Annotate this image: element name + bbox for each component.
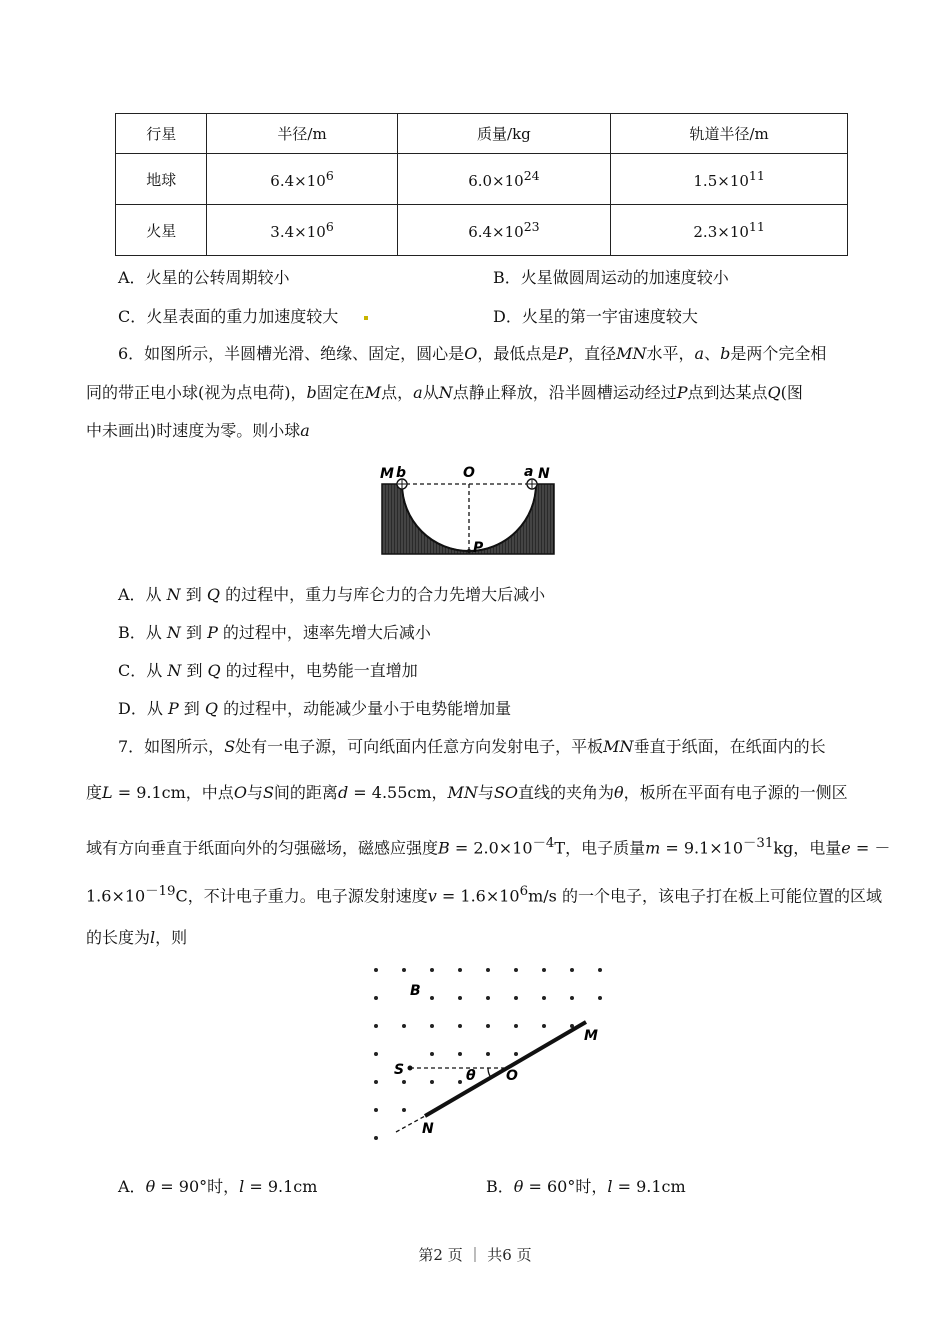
field-dot <box>486 1024 490 1028</box>
field-dot <box>402 1080 406 1084</box>
field-dot <box>374 1136 378 1140</box>
table-row <box>116 205 848 256</box>
field-dot <box>374 1108 378 1112</box>
field-dot <box>542 996 546 1000</box>
label-m: M <box>380 466 394 482</box>
table-header-row <box>116 114 848 154</box>
field-dot <box>430 1052 434 1056</box>
label-m: M <box>584 1028 598 1044</box>
field-dots <box>374 968 602 1140</box>
q5-option-b: B．火星做圆周运动的加速度较小 <box>493 268 729 287</box>
planet-table <box>115 113 848 256</box>
q7-line-2: 度L = 9.1cm，中点O与S间的距离d = 4.55cm，MN与SO直线的夹角为θ，板所在平面有电子源的一侧区 <box>86 783 848 802</box>
dot-mark <box>364 316 368 320</box>
field-dot <box>514 1052 518 1056</box>
field-dot <box>374 996 378 1000</box>
field-dot <box>458 996 462 1000</box>
field-dot <box>458 1080 462 1084</box>
field-dot <box>402 1024 406 1028</box>
label-o: O <box>506 1068 518 1084</box>
q6-line-2: 同的带正电小球(视为点电荷)，b固定在M点，a从N点静止释放，沿半圆槽运动经过P点到达某点Q(图 <box>86 383 803 402</box>
planet-name: 地球 <box>116 154 207 205</box>
field-dot <box>598 996 602 1000</box>
page-footer: 第2 页 ｜ 共6 页 <box>418 1246 532 1264</box>
label-o: O <box>463 465 475 481</box>
field-dot <box>458 1052 462 1056</box>
field-dot <box>402 968 406 972</box>
q5-option-d: D．火星的第一宇宙速度较大 <box>493 307 698 326</box>
q6-line-1: 6．如图所示，半圆槽光滑、绝缘、固定，圆心是O，最低点是P，直径MN水平，a、b是两个完全相 <box>118 344 827 363</box>
table-row <box>116 154 848 205</box>
header-cell: 轨道半径/m <box>611 114 848 154</box>
radius-cell: $3.4\times 10^6$ <box>207 205 397 256</box>
field-dot <box>570 996 574 1000</box>
source-s <box>408 1066 413 1071</box>
label-p: P <box>473 540 484 556</box>
field-dot <box>486 968 490 972</box>
field-dot <box>514 1024 518 1028</box>
q5-option-a: A．火星的公转周期较小 <box>118 268 290 287</box>
angle-arc <box>488 1068 490 1076</box>
q7-line-1: 7．如图所示，S处有一电子源，可向纸面内任意方向发射电子，平板MN垂直于纸面，在纸面内的长 <box>118 737 826 756</box>
label-s: S <box>394 1062 405 1078</box>
q6-option-d: D．从 P 到 Q 的过程中，动能减少量小于电势能增加量 <box>118 699 512 718</box>
trough-body <box>382 484 554 554</box>
q7-line-5: 的长度为l，则 <box>86 928 188 947</box>
q6-line-3: 中未画出)时速度为零。则小球a <box>86 421 310 440</box>
field-dot <box>514 996 518 1000</box>
orbit-cell: $1.5\times 10^{11}$ <box>611 154 848 205</box>
q7-option-b: B．θ = 60°时，l = 9.1cm <box>486 1177 686 1196</box>
field-dot <box>570 968 574 972</box>
q6-option-c: C．从 N 到 Q 的过程中，电势能一直增加 <box>118 661 418 680</box>
planet-name: 火星 <box>116 205 207 256</box>
q5-option-c: C．火星表面的重力加速度较大 <box>118 307 339 326</box>
field-dot <box>374 968 378 972</box>
field-dot <box>374 1052 378 1056</box>
header-cell: 质量/kg <box>397 114 611 154</box>
label-a: a <box>524 464 534 480</box>
field-dot <box>430 1024 434 1028</box>
label-n: N <box>538 466 550 482</box>
field-dot <box>542 1024 546 1028</box>
q7-line-3: 域有方向垂直于纸面向外的匀强磁场，磁感应强度$B = 2.0\times 10^{-4}T$，电子质量$m = 9.1\times 10^{-31}kg$，电量e = － <box>86 836 891 858</box>
label-n: N <box>422 1121 434 1137</box>
field-dot <box>598 968 602 972</box>
mass-cell: $6.4\times 10^{23}$ <box>397 205 611 256</box>
q6-option-b: B．从 N 到 P 的过程中，速率先增大后减小 <box>118 623 431 642</box>
orbit-cell: $2.3\times 10^{11}$ <box>611 205 848 256</box>
label-b: b <box>396 465 407 481</box>
mass-cell: $6.0\times 10^{24}$ <box>397 154 611 205</box>
header-cell: 行星 <box>116 114 207 154</box>
q6-option-a: A．从 N 到 Q 的过程中，重力与库仑力的合力先增大后减小 <box>118 585 546 604</box>
label-b: B <box>410 983 421 999</box>
semicircle-trough-figure <box>376 460 566 560</box>
field-dot <box>430 968 434 972</box>
field-dot <box>374 1024 378 1028</box>
field-dot <box>486 1052 490 1056</box>
field-dot <box>374 1080 378 1084</box>
field-dot <box>458 968 462 972</box>
radius-cell: $6.4\times 10^6$ <box>207 154 397 205</box>
field-dot <box>542 968 546 972</box>
label-theta: θ <box>466 1068 476 1084</box>
field-dot <box>458 1024 462 1028</box>
dashed-extension <box>396 1116 425 1132</box>
point-p <box>467 549 471 553</box>
field-dot <box>486 996 490 1000</box>
field-dot <box>430 996 434 1000</box>
q7-option-a: A．θ = 90°时，l = 9.1cm <box>118 1177 318 1196</box>
magnetic-field-figure <box>360 958 620 1148</box>
q7-line-4: $1.6\times 10^{-19}C$，不计电子重力。电子源发射速度$v = 1.6\times 10^6m/s$ 的一个电子，该电子打在板上可能位置的区域 <box>86 884 882 906</box>
field-dot <box>514 968 518 972</box>
field-dot <box>430 1080 434 1084</box>
field-dot <box>402 1108 406 1112</box>
header-cell: 半径/m <box>207 114 397 154</box>
